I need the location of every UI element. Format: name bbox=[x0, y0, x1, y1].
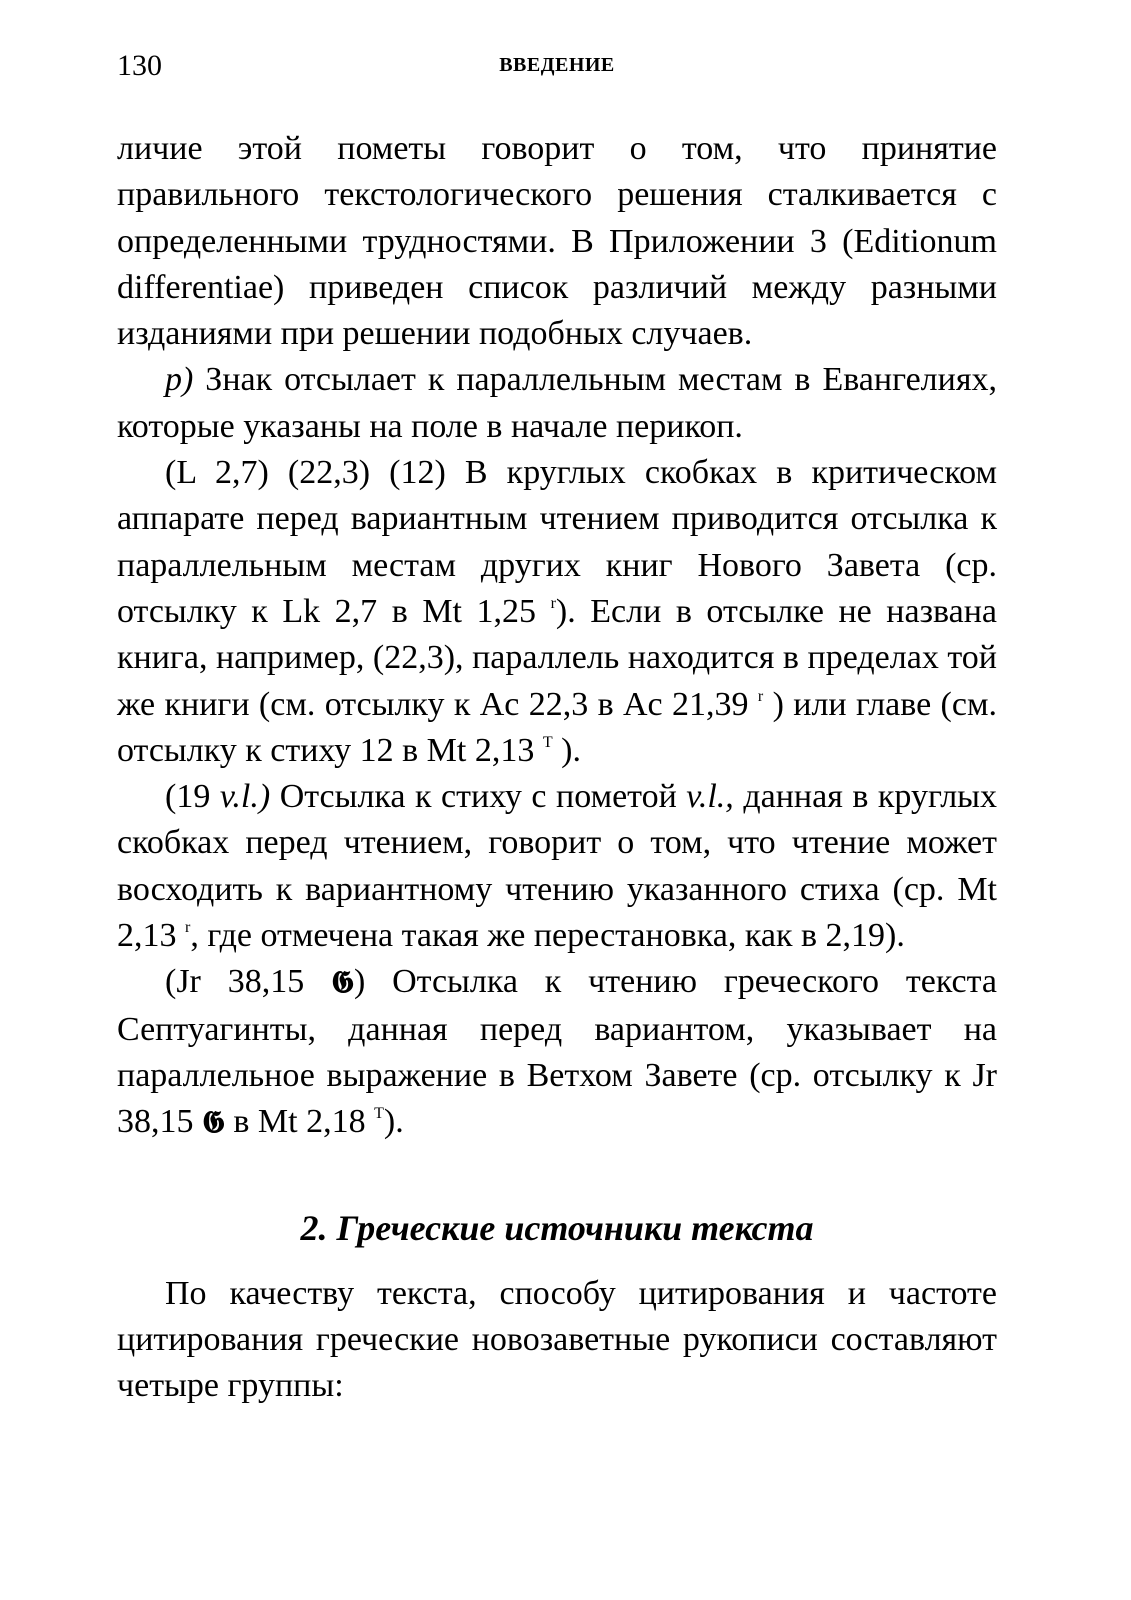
text-run: (Jr 38,15 bbox=[165, 963, 332, 1001]
page-number: 130 bbox=[117, 49, 162, 82]
text-run: (19 bbox=[165, 778, 220, 816]
running-title: ВВЕДЕНИЕ bbox=[499, 54, 615, 76]
section-heading: 2. Греческие источники текста bbox=[300, 1207, 814, 1248]
superscript-sign: r bbox=[550, 594, 556, 612]
text-run: ). Если в отсылке не названа книга, например, (22,3), параллель находится в пределах той же книги (см. отсылку к Ac 22,3 в Ac 21,39 bbox=[117, 592, 997, 723]
text-run: Отсылка к стиху с пометой bbox=[270, 778, 687, 816]
text-run: в Mt 2,18 bbox=[224, 1103, 375, 1141]
paragraph-manuscripts: По качеству текста, способу цитирования и частоте цитирования греческие новозаветные рукописи составляют четыре группы: bbox=[117, 1274, 997, 1405]
superscript-sign: T bbox=[542, 733, 553, 751]
running-head bbox=[117, 48, 997, 88]
paragraph-text: Знак отсылает к параллельным местам в Евангелиях, которые указаны на поле в начале перикоп. bbox=[117, 361, 997, 445]
paragraph-parallels bbox=[117, 357, 997, 450]
text-run: ) или главе (см. отсылку к стиху 12 в Mt 2,13 bbox=[117, 685, 997, 769]
superscript-sign: r bbox=[757, 687, 764, 705]
septuagint-symbol: 𝕲 bbox=[202, 1106, 225, 1140]
text-run: , где отмечена такая же перестановка, как в 2,19). bbox=[190, 917, 905, 955]
italic-abbrev: v.l., bbox=[686, 778, 734, 816]
septuagint-symbol: 𝕲 bbox=[331, 966, 354, 1000]
text-run: (L 2,7) (22,3) (12) В круглых скобках в критическом аппарате перед вариантным чтением приводится отсылка к параллельным местам других книг Нового Завета (ср. отсылку к Lk 2,7 в Mt 1,25 bbox=[117, 454, 997, 630]
text-run: ). bbox=[552, 731, 581, 769]
paragraph-continuation: личие этой пометы говорит о том, что принятие правильного текстологического решения сталкивается с определенными трудностями. В Приложении 3 (Editionum differentiae) приведен список различий между разными изданиями при решении подобных случаев. bbox=[117, 130, 997, 353]
text-run: ). bbox=[383, 1103, 404, 1141]
text-run: ) Отсылка к чтению греческого текста Септуагинты, данная перед вариантом, указывает на параллельное выражение в Ветхом Завете (ср. отсылку к Jr 38,15 bbox=[117, 963, 997, 1141]
italic-abbrev: v.l.) bbox=[219, 778, 271, 816]
superscript-sign: T bbox=[374, 1105, 384, 1123]
paragraph-references bbox=[117, 450, 997, 774]
superscript-sign: r bbox=[185, 919, 191, 937]
body-text bbox=[117, 126, 997, 1409]
text-run: данная в круглых скобках перед чтением, говорит о том, что чтение может восходить к вариантному чтению указанного стиха (ср. Mt 2,13 bbox=[117, 778, 998, 955]
book-page bbox=[117, 48, 997, 1409]
paragraph-septuagint bbox=[117, 959, 997, 1146]
sign-marker: p) bbox=[165, 361, 194, 399]
paragraph-variant-reading bbox=[117, 774, 997, 959]
